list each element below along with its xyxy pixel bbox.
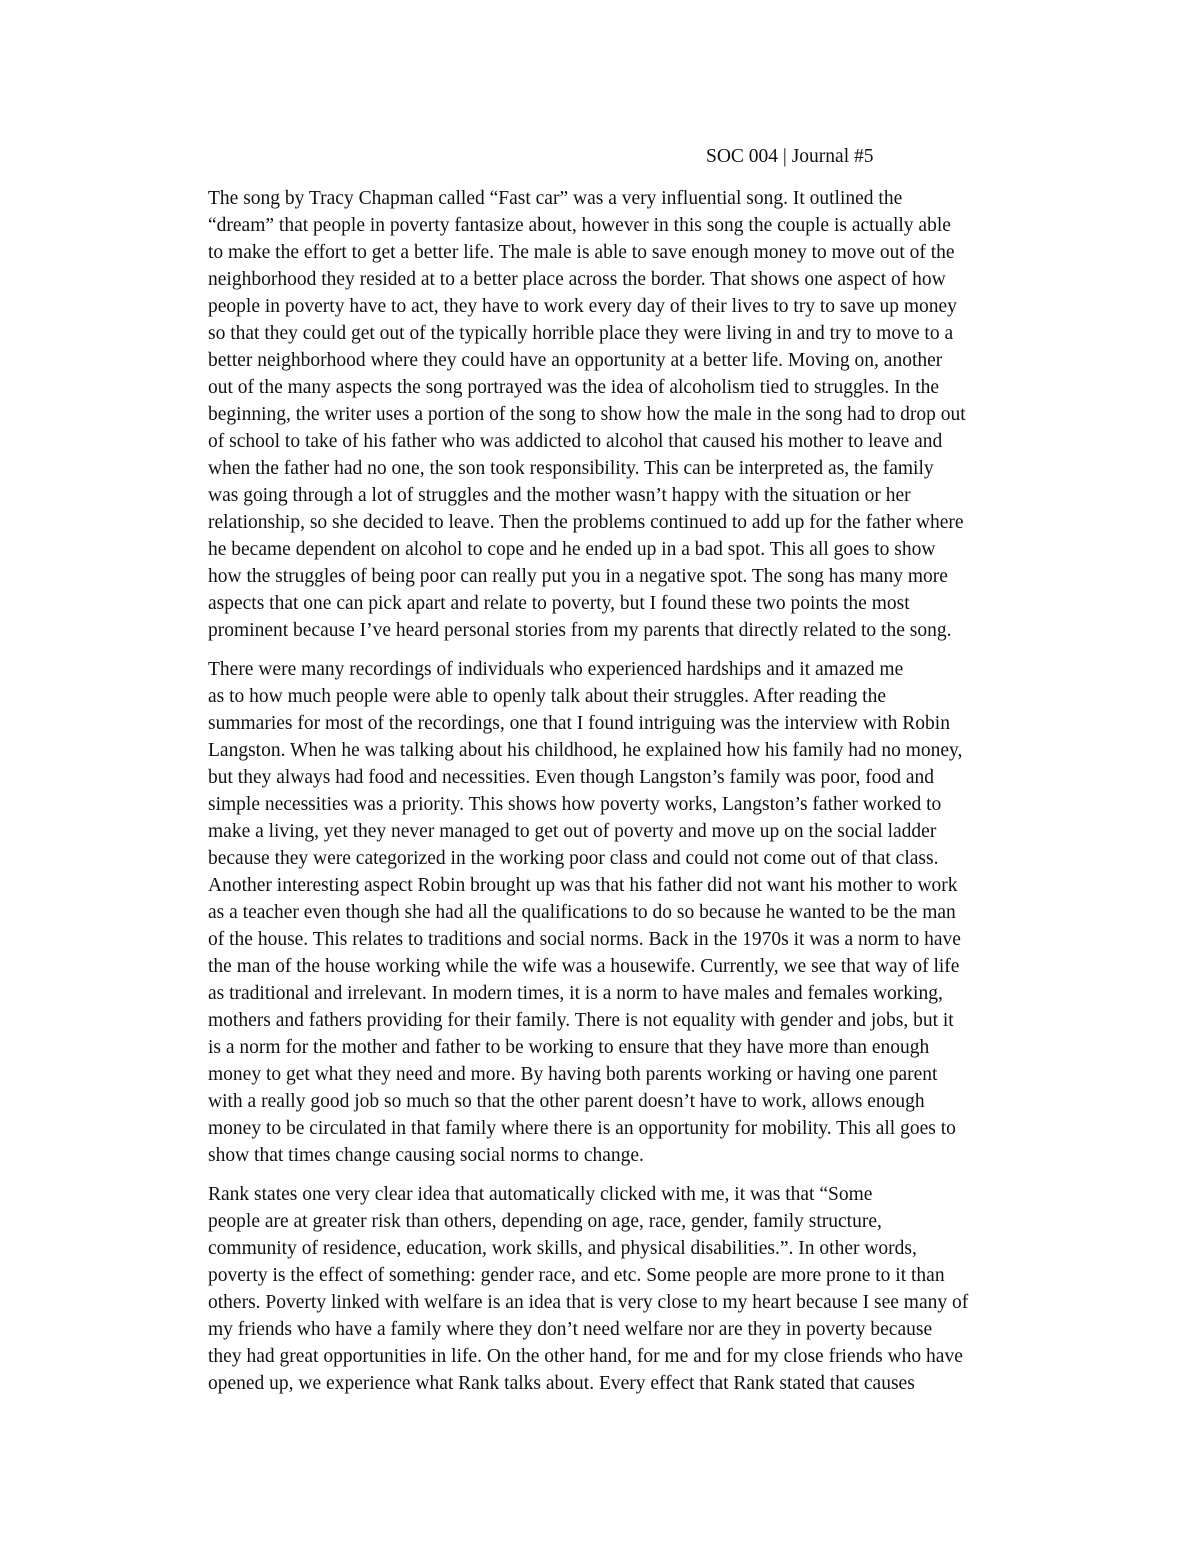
text-line: There were many recordings of individuals who experienced hardships and it amazed me	[208, 659, 904, 680]
text-line: The song by Tracy Chapman called “Fast car” was a very influential song. It outlined the	[208, 188, 903, 209]
text-line: Langston. When he was talking about his childhood, he explained how his family had no money,	[208, 740, 963, 761]
text-line: to make the effort to get a better life. The male is able to save enough money to move out of the	[208, 242, 955, 263]
text-line: show that times change causing social norms to change.	[208, 1145, 644, 1166]
text-line: people are at greater risk than others, depending on age, race, gender, family structure,	[208, 1211, 882, 1232]
text-line: beginning, the writer uses a portion of the song to show how the male in the song had to drop out	[208, 404, 966, 425]
text-line: neighborhood they resided at to a better place across the border. That shows one aspect of how	[208, 269, 946, 290]
text-line: community of residence, education, work skills, and physical disabilities.”. In other words,	[208, 1238, 917, 1259]
text-line: of school to take of his father who was addicted to alcohol that caused his mother to leave and	[208, 431, 943, 452]
text-line: Rank states one very clear idea that automatically clicked with me, it was that “Some	[208, 1184, 873, 1205]
text-line: relationship, so she decided to leave. Then the problems continued to add up for the father where	[208, 512, 964, 533]
text-line: Another interesting aspect Robin brought up was that his father did not want his mother to work	[208, 875, 958, 896]
text-line: as a teacher even though she had all the qualifications to do so because he wanted to be the man	[208, 902, 956, 923]
text-line: he became dependent on alcohol to cope and he ended up in a bad spot. This all goes to show	[208, 539, 936, 560]
text-line: poverty is the effect of something: gender race, and etc. Some people are more prone to it than	[208, 1265, 945, 1286]
text-line: prominent because I’ve heard personal stories from my parents that directly related to the song.	[208, 620, 952, 641]
text-line: when the father had no one, the son took responsibility. This can be interpreted as, the family	[208, 458, 934, 479]
paragraph-1	[140, 185, 1065, 644]
text-line: “dream” that people in poverty fantasize about, however in this song the couple is actually able	[208, 215, 951, 236]
text-line: because they were categorized in the working poor class and could not come out of that class.	[208, 848, 939, 869]
text-line: others. Poverty linked with welfare is an idea that is very close to my heart because I see many of	[208, 1292, 969, 1313]
text-line: make a living, yet they never managed to get out of poverty and move up on the social ladder	[208, 821, 937, 842]
text-line: as traditional and irrelevant. In modern times, it is a norm to have males and females working,	[208, 983, 943, 1004]
text-line: summaries for most of the recordings, one that I found intriguing was the interview with Robin	[208, 713, 950, 734]
journal-body	[140, 185, 1065, 1409]
text-line: with a really good job so much so that the other parent doesn’t have to work, allows enough	[208, 1091, 925, 1112]
text-line: as to how much people were able to openly talk about their struggles. After reading the	[208, 686, 886, 707]
text-line: was going through a lot of struggles and the mother wasn’t happy with the situation or her	[208, 485, 911, 506]
text-line: how the struggles of being poor can really put you in a negative spot. The song has many more	[208, 566, 948, 587]
text-line: is a norm for the mother and father to be working to ensure that they have more than enough	[208, 1037, 930, 1058]
text-line: so that they could get out of the typically horrible place they were living in and try to move to a	[208, 323, 954, 344]
text-line: they had great opportunities in life. On the other hand, for me and for my close friends who have	[208, 1346, 963, 1367]
text-line: better neighborhood where they could have an opportunity at a better life. Moving on, another	[208, 350, 943, 371]
text-line: out of the many aspects the song portrayed was the idea of alcoholism tied to struggles. In the	[208, 377, 940, 398]
text-line: opened up, we experience what Rank talks about. Every effect that Rank stated that causes	[208, 1373, 915, 1394]
text-line: aspects that one can pick apart and relate to poverty, but I found these two points the most	[208, 593, 910, 614]
text-line: money to be circulated in that family where there is an opportunity for mobility. This all goes to	[208, 1118, 956, 1139]
text-line: my friends who have a family where they don’t need welfare nor are they in poverty because	[208, 1319, 933, 1340]
page-header: SOC 004 | Journal #5	[706, 146, 874, 167]
text-line: the man of the house working while the wife was a housewife. Currently, we see that way of life	[208, 956, 960, 977]
text-line: people in poverty have to act, they have to work every day of their lives to try to save up money	[208, 296, 957, 317]
text-line: mothers and fathers providing for their family. There is not equality with gender and jobs, but it	[208, 1010, 954, 1031]
text-line: money to get what they need and more. By having both parents working or having one parent	[208, 1064, 938, 1085]
paragraph-3	[140, 1181, 1065, 1397]
paragraph-2	[140, 656, 1065, 1169]
text-line: simple necessities was a priority. This shows how poverty works, Langston’s father worked to	[208, 794, 942, 815]
text-line: but they always had food and necessities. Even though Langston’s family was poor, food and	[208, 767, 934, 788]
text-line: of the house. This relates to traditions and social norms. Back in the 1970s it was a norm to have	[208, 929, 961, 950]
